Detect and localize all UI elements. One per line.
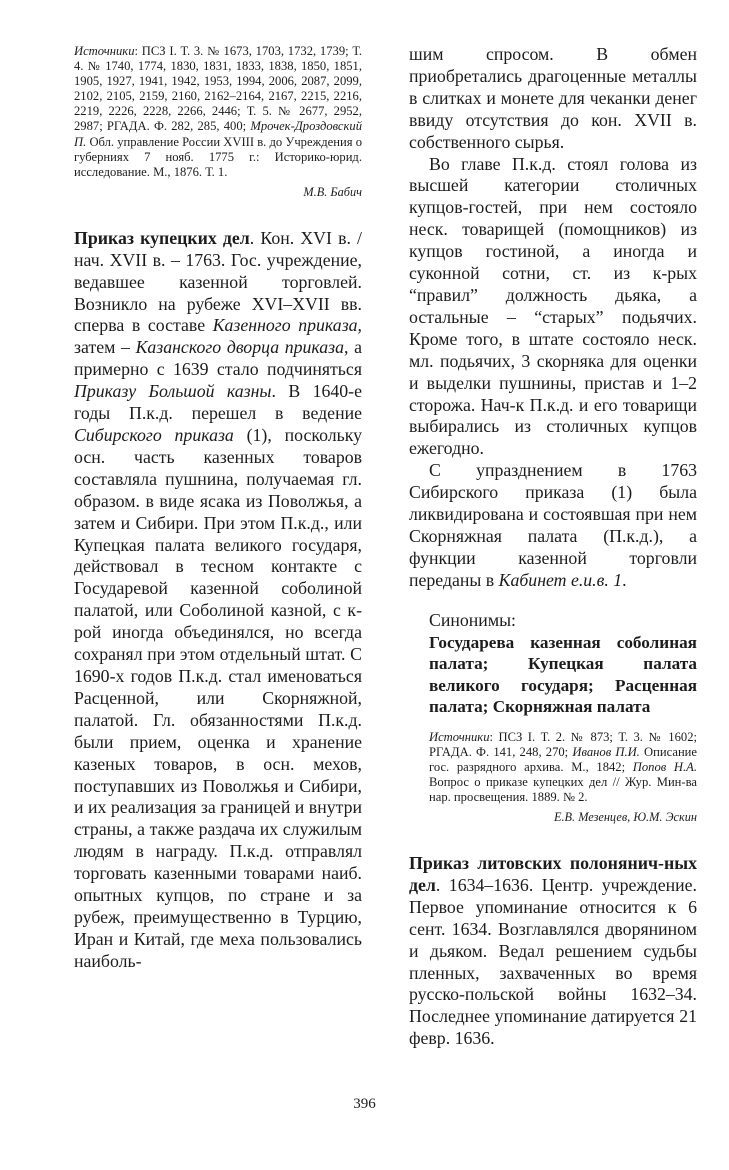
sources-block-1 [74,44,362,180]
entry-text: . В 1640-е годы П.к.д. перешел в ведение [74,381,362,424]
sources-ref-author: Иванов П.И. [572,744,640,759]
cross-reference: Казанского дворца приказа [135,337,345,358]
entry-text: С упразднением в 1763 Сибирского приказа (1) была ликвидирована и состоявшая при нем Скорняжная палата (П.к.д.), а функции казенной торговли переданы в [409,460,697,590]
sources-text: Описание гос. разрядного архива. М., 1842; [429,744,698,774]
dictionary-entry-2 [409,853,697,1050]
cross-reference: Сибирского приказа [74,425,234,445]
entry-headword: Приказ литовских полонянич-ных дел [409,853,697,895]
synonyms-list: Государева казенная соболиная палата; Купецкая палата великого государя; Расценная палата; Скорняжная палата [429,632,697,717]
sources-ref-author: Мрочек-Дроздовский П. [74,119,362,149]
dictionary-entry [74,228,362,973]
entry-text: , затем – [74,315,362,358]
sources-text: Обл. управление России XVIII в. до Учреждения о губерниях 7 нояб. 1775 г.: Историко-юрид. исследование. М., 1876. Т. 1. [74,134,362,179]
entry-text: (1), поскольку осн. часть казенных товаров составляла пушнина, получаемая гл. образом. в виде ясака из Поволжья, а затем и Сибири. При этом П.к.д., или Купецкая палата великого государя, действовал в тесном контакте с Государевой казенной соболиной палатой, или Соболиной казной, с к-рой иногда объединялся, но всегда сохранял при этом отдельный штат. С 1690-х годов П.к.д. стал именоваться Расценной, или Скорняжной, палатой. Гл. обязанностями П.к.д. были прием, оценка и хранение казеных товаров, в осн. мехов, поступавших из Поволжья и Сибири, и их реализация за границей и внутри страны, а также раздача их служилым людям в награду. П.к.д. отправлял торговать казенными товарами наиб. опытных купцов, по стране и за рубеж, преимущественно в Турцию, Иран и Китай, где меха пользовались наиболь- [74,425,363,971]
sources-label: Источники [74,44,135,58]
sources-text: : ПСЗ I. Т. 2. № 873; Т. 3. № 1602; РГАДА. Ф. 141, 248, 270; [429,729,697,759]
sources-label: Источники [429,729,490,744]
synonyms-label: Синонимы: [429,609,516,630]
cross-reference: Кабинет е.и.в. 1 [498,569,623,590]
entry-paragraph [409,460,697,591]
sources-text: Вопрос о приказе купецких дел // Жур. Мин-ва нар. просвещения. 1889. № 2. [429,774,697,804]
sources-ref-author: Попов Н.А. [632,759,698,774]
entry-text: . Кон. XVI в. / нач. XVII в. – 1763. Гос. учреждение, ведавшее казенной торговлей. Возникло на рубеже XVI–XVII вв. сперва в составе [74,227,362,336]
right-column [409,44,697,1050]
entry-text: . [622,569,627,590]
entry-author: Е.В. Мезенцев, Ю.М. Эскин [553,810,697,825]
cross-reference: Приказу Большой казны [74,381,272,402]
entry-author: М.В. Бабич [303,184,362,199]
page-number: 396 [353,1096,376,1112]
left-column [74,44,362,973]
entry-paragraph: Во главе П.к.д. стоял голова из высшей категории столичных купцов-гостей, при нем состояло неск. товарищей (помощников) из купцов гостиной, а иногда и суконной сотни, ст. из к-рых “правил” должность дьяка, а остальные – “старых” подьячих. Кроме того, в штате состояло неск. мл. подьячих, 3 скорняка для оценки и выделки пушнины, пристав и 1–2 сторожа. Нач-к П.к.д. и его товарищи выбирались из столичных купцов ежегодно. [409,153,697,459]
entry-continuation: шим спросом. В обмен приобретались драгоценные металлы в слитках и монете для чеканки денег ввиду отсутствия до кон. XVII в. собственного сырья. [409,44,697,152]
sources-block-2 [429,730,697,805]
sources-text: : ПСЗ I. Т. 3. № 1673, 1703, 1732, 1739; Т. 4. № 1740, 1774, 1830, 1831, 1833, 1838, 1850, 1851, 1905, 1927, 1941, 1942, 1953, 1994, 2006, 2087, 2099, 2102, 2105, 2159, 2160, 2162–2164, 2167, 2215, 2216, 2219, 2226, 2228, 2266, 2446; Т. 5. № 2677, 2952, 2987; РГАДА. Ф. 282, 285, 400; [74,44,362,134]
entry-headword: Приказ купецких дел [74,227,250,248]
entry-text: , а примерно с 1639 стало подчиняться [74,337,363,380]
cross-reference: Казенного приказа [212,315,358,336]
entry-text: . 1634–1636. Центр. учреждение. Первое упоминание относится к 6 сент. 1634. Возглавлялся дворянином и дьяком. Ведал решением судьбы пленных, захваченных во время русско-польской войны 1632–34. Последнее упоминание датируется 21 февр. 1636. [409,874,697,1049]
